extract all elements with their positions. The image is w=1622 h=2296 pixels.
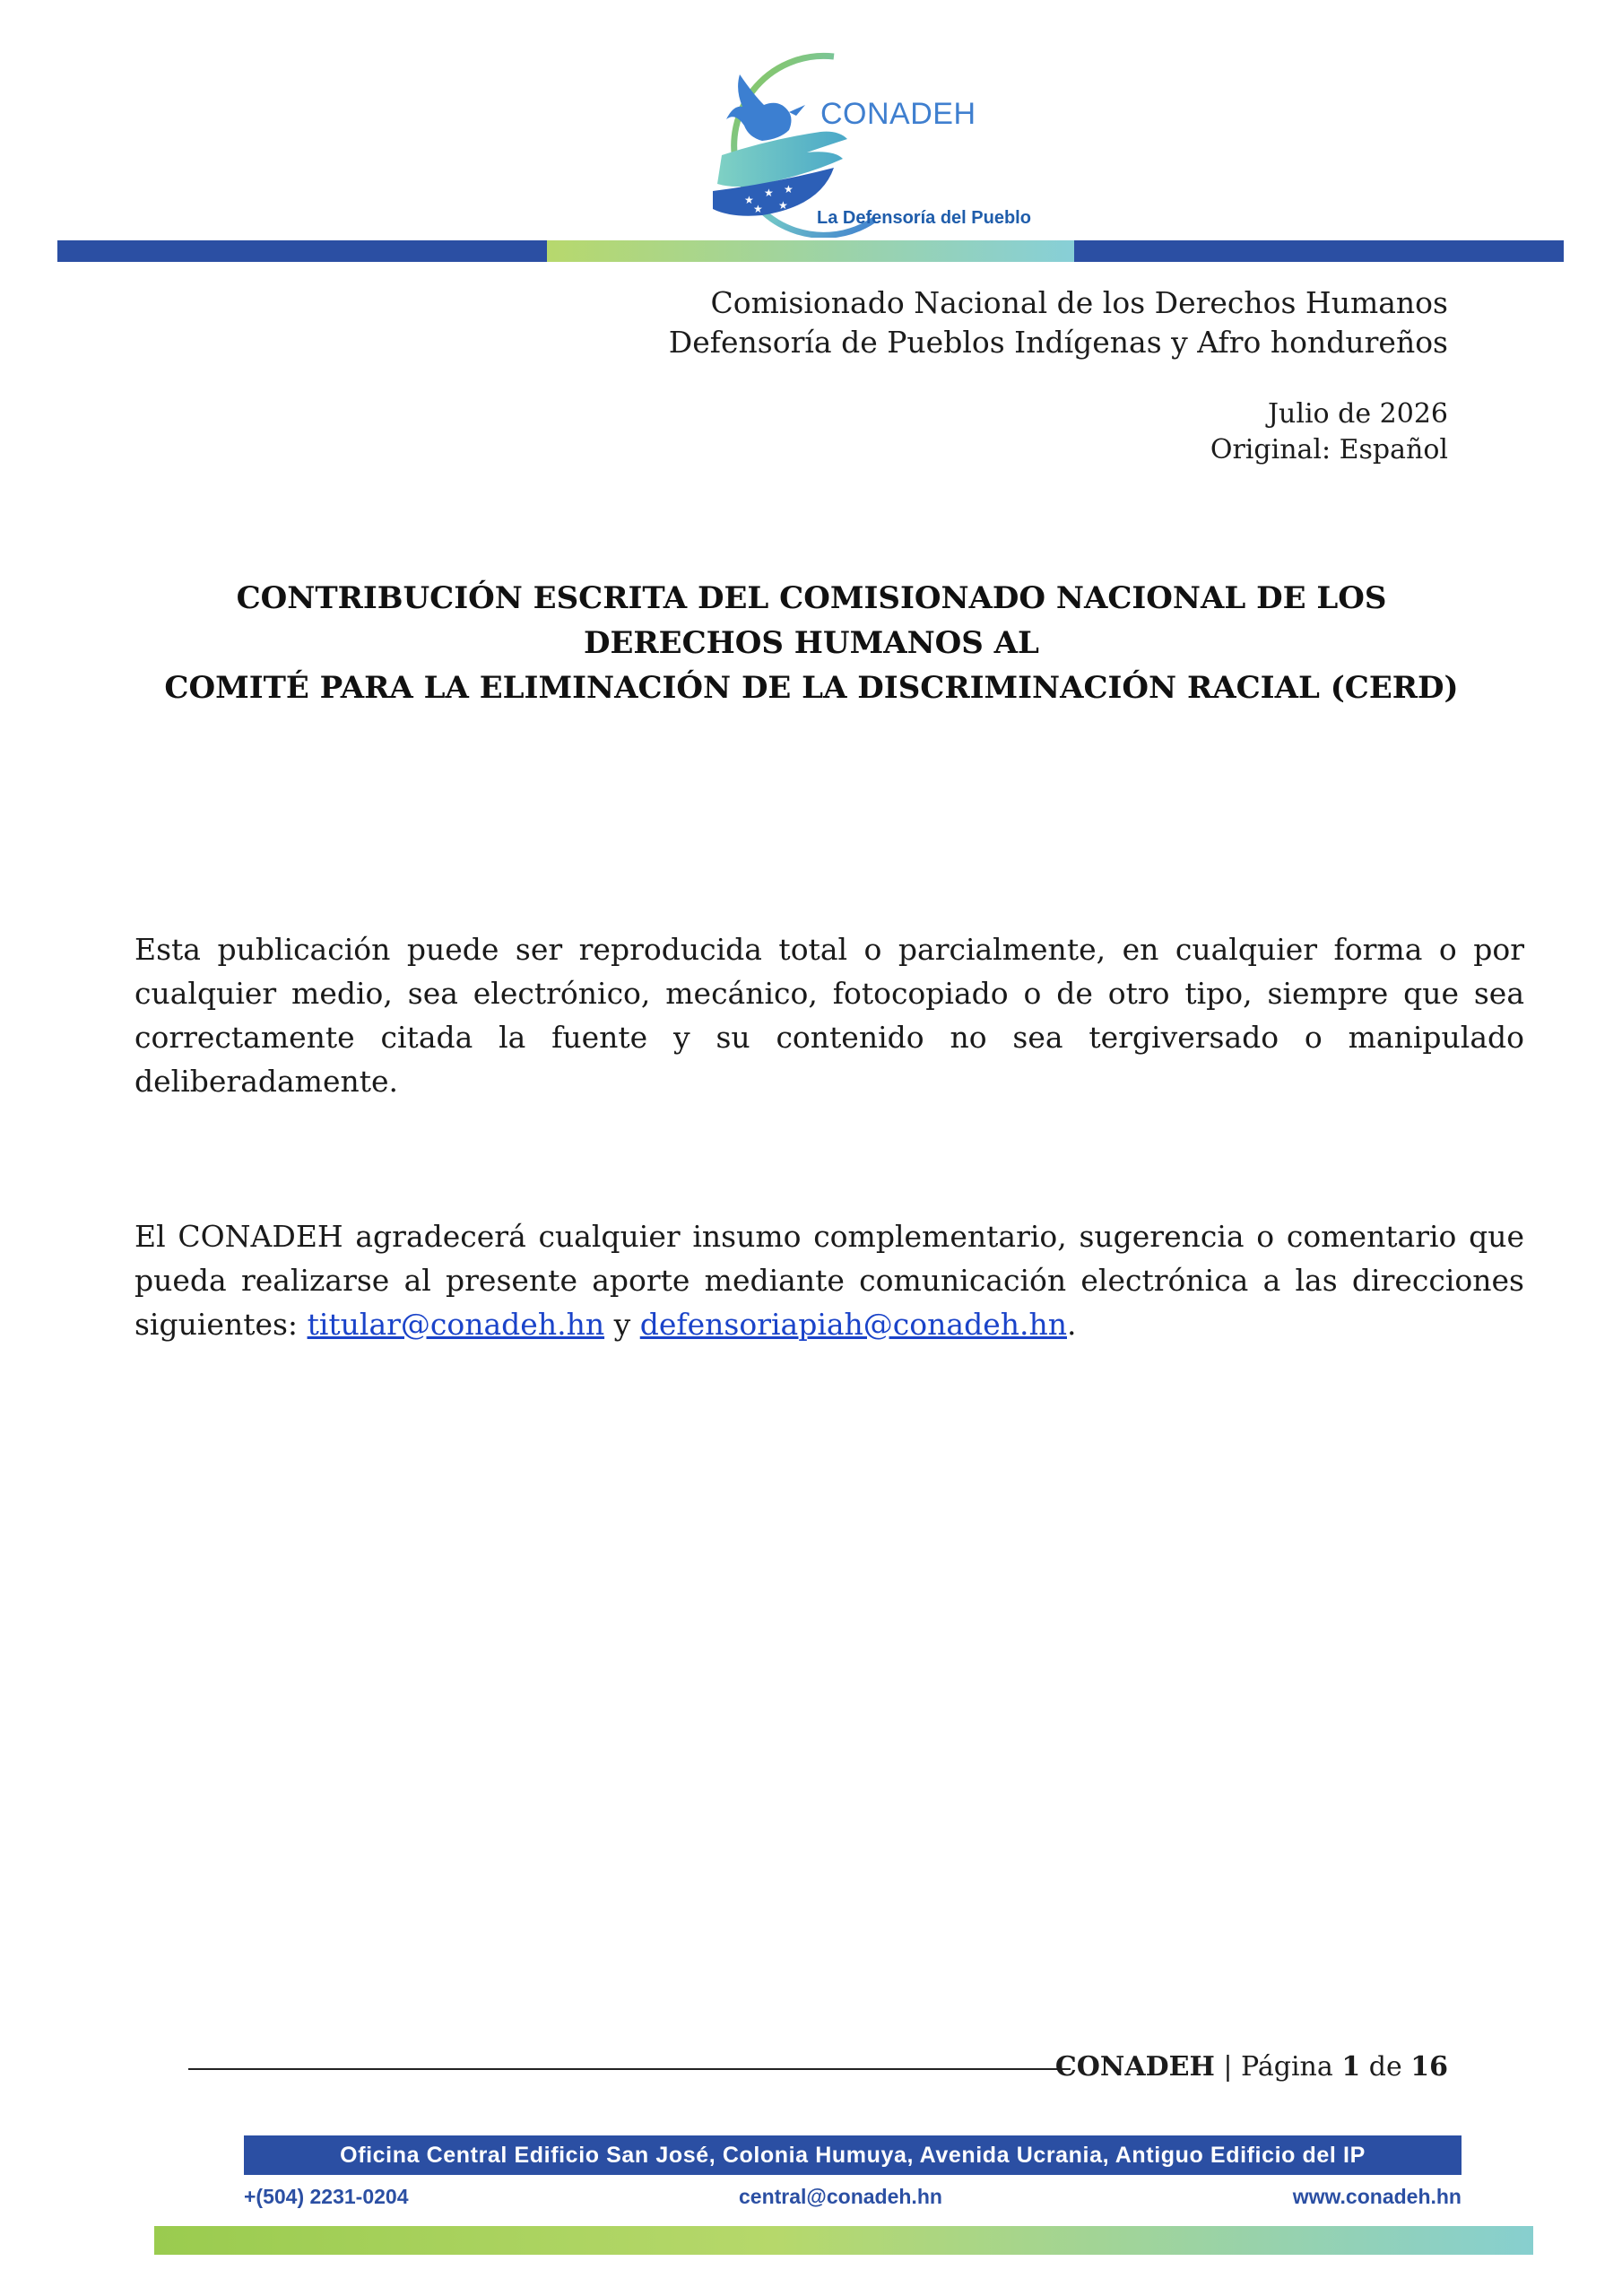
email-link-defensoria[interactable]: defensoriapiah@conadeh.hn <box>639 1307 1067 1342</box>
end-punctuation: . <box>1066 1307 1077 1342</box>
footer-separator: | <box>1223 2051 1233 2083</box>
logo-tagline: La Defensoría del Pueblo <box>817 208 1031 228</box>
date-block <box>1210 396 1448 468</box>
title-line-2: COMITÉ PARA LA ELIMINACIÓN DE LA DISCRIMINACIÓN RACIAL (CERD) <box>164 670 1459 706</box>
feedback-paragraph <box>134 1214 1524 1346</box>
page-total: 16 <box>1410 2051 1448 2083</box>
logo-wordmark: CONADEH <box>820 97 976 131</box>
reproduction-notice: Esta publicación puede ser reproducida total o parcialmente, en cualquier forma o por cualquier medio, sea electrónico, mecánico, fotocopiado o de otro tipo, siempre que sea correctamente citada la fuente y su contenido no sea tergiversado o manipulado deliberadamente. <box>134 932 1524 1099</box>
contact-row <box>244 2185 1462 2213</box>
document-date: Julio de 2026 <box>1268 398 1448 430</box>
svg-text:★: ★ <box>764 187 774 199</box>
org-line-2: Defensoría de Pueblos Indígenas y Afro hondureños <box>668 325 1448 360</box>
of-word: de <box>1368 2051 1402 2083</box>
footer-divider <box>188 2068 1071 2070</box>
email-link-titular[interactable]: titular@conadeh.hn <box>307 1307 605 1342</box>
footer-org: CONADEH <box>1054 2051 1215 2083</box>
connector-text: y <box>613 1307 631 1342</box>
svg-text:★: ★ <box>753 203 763 215</box>
page-number: 1 <box>1341 2051 1361 2083</box>
original-language: Original: Español <box>1210 434 1448 465</box>
org-line-1: Comisionado Nacional de los Derechos Humanos <box>710 285 1448 320</box>
document-title <box>134 576 1488 710</box>
svg-text:★: ★ <box>784 183 794 196</box>
svg-text:★: ★ <box>778 199 788 212</box>
page-indicator <box>1055 2051 1448 2083</box>
svg-text:★: ★ <box>744 194 754 206</box>
central-email: central@conadeh.hn <box>739 2185 942 2208</box>
feedback-text: El CONADEH agradecerá cualquier insumo complementario, sugerencia o comentario que pueda realizarse al presente aporte mediante comunicación electrónica a las direcciones siguientes: <box>134 1219 1524 1342</box>
office-address-bar: Oficina Central Edificio San José, Colonia Humuya, Avenida Ucrania, Antiguo Edificio del IP <box>244 2135 1462 2175</box>
title-line-1: CONTRIBUCIÓN ESCRITA DEL COMISIONADO NACIONAL DE LOS DERECHOS HUMANOS AL <box>236 580 1387 661</box>
organization-block <box>669 283 1448 362</box>
header-color-bar <box>57 240 1564 262</box>
website: www.conadeh.hn <box>1292 2185 1462 2208</box>
footer-color-bar <box>154 2226 1533 2255</box>
page-word: Página <box>1241 2051 1333 2083</box>
phone-number: +(504) 2231-0204 <box>244 2185 409 2208</box>
